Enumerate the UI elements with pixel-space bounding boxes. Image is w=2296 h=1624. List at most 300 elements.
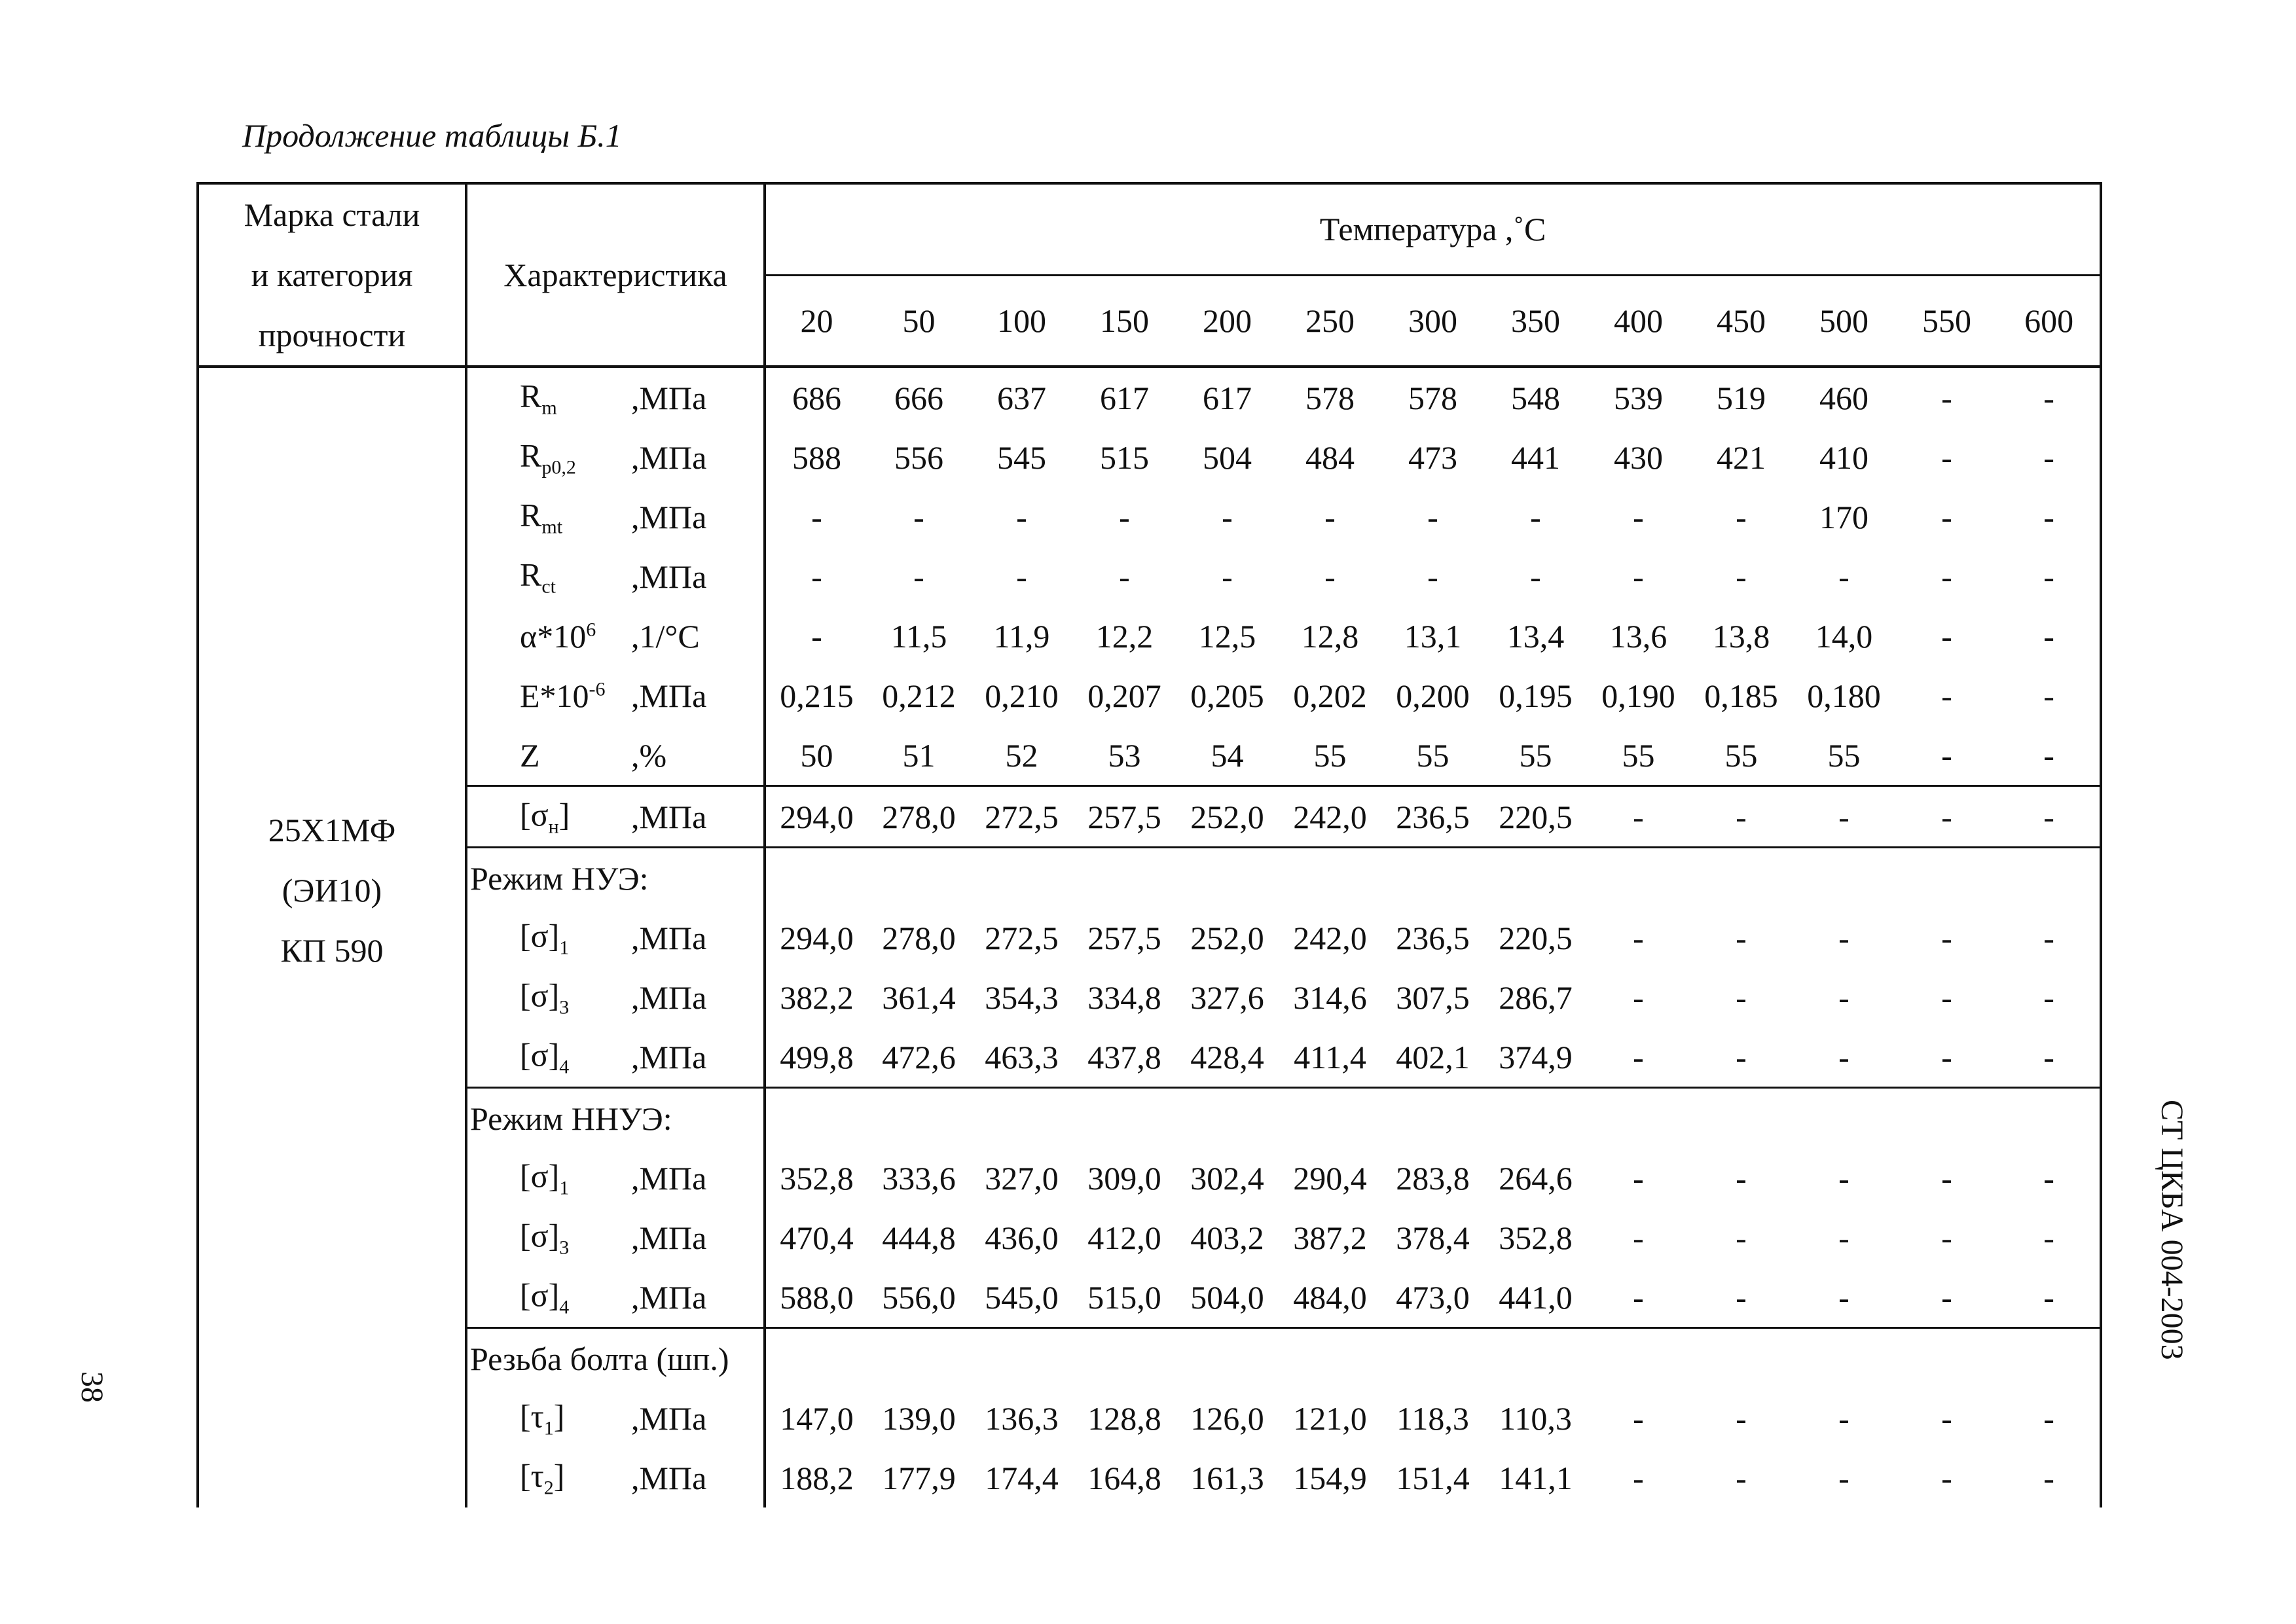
value-cell: -: [1530, 498, 1541, 535]
value-cell: 0,205: [1190, 677, 1264, 714]
value-cell: -: [1633, 919, 1644, 956]
value-cell: 686: [792, 379, 841, 416]
temperature-header-cell: 100: [970, 275, 1073, 367]
value-cell: 154,9: [1293, 1459, 1367, 1496]
value-cell: 0,200: [1396, 677, 1470, 714]
value-cell: -: [1998, 1448, 2101, 1507]
characteristic-unit: ,МПа: [631, 798, 707, 835]
table-row: [198, 1448, 2101, 1507]
value-cell: 352,8: [1499, 1219, 1573, 1256]
value-cell: 290,4: [1293, 1159, 1367, 1197]
header-characteristic: Характеристика: [466, 183, 765, 367]
value-cell: -: [1998, 1027, 2101, 1088]
value-cell: 55: [1793, 725, 1895, 786]
characteristic-cell: [466, 908, 765, 967]
value-cell: -: [1690, 786, 1793, 848]
value-cell: 52: [970, 725, 1073, 786]
value-cell: 428,4: [1176, 1027, 1279, 1088]
value-cell: 147,0: [780, 1399, 854, 1437]
table-row: [198, 908, 2101, 967]
value-cell: 0,195: [1499, 677, 1573, 714]
value-cell: 252,0: [1176, 786, 1279, 848]
value-cell: -: [1324, 558, 1336, 595]
steel-grade-line: (ЭИ10): [282, 872, 382, 909]
symbol-text: E*10: [520, 677, 589, 714]
value-cell: -: [1895, 1267, 1998, 1328]
symbol-subscript: 4: [559, 1056, 570, 1077]
value-cell: -: [1895, 1027, 1998, 1088]
symbol-subscript: н: [548, 816, 559, 837]
mode-title: Режим НУЭ:: [466, 848, 765, 909]
table-row: [198, 666, 2101, 725]
value-cell: -: [1736, 919, 1747, 956]
value-cell: -: [1998, 666, 2101, 725]
value-cell: 136,3: [985, 1399, 1059, 1437]
value-cell: 242,0: [1279, 786, 1381, 848]
symbol-subscript: 4: [559, 1296, 570, 1318]
characteristic-cell: [466, 786, 765, 848]
value-cell: -: [1998, 725, 2101, 786]
steel-grade-cell: [198, 367, 466, 1507]
symbol-text: [σ]: [520, 1036, 560, 1073]
symbol-text: [σ]: [520, 1276, 560, 1313]
value-cell: -: [1941, 1399, 1952, 1437]
characteristic-unit: ,МПа: [631, 558, 707, 595]
value-cell: -: [1633, 558, 1644, 595]
value-cell: -: [1838, 558, 1850, 595]
temperature-header-cell: 200: [1176, 275, 1279, 367]
value-cell: 327,0: [985, 1159, 1059, 1197]
value-cell: -: [1838, 1459, 1850, 1496]
symbol-subscript: mt: [541, 516, 563, 537]
value-cell: -: [1736, 558, 1747, 595]
value-cell: 53: [1073, 725, 1176, 786]
value-cell: 220,5: [1484, 786, 1587, 848]
value-cell: -: [1941, 677, 1952, 714]
value-cell: 382,2: [780, 979, 854, 1016]
value-cell: 0,207: [1087, 677, 1161, 714]
value-cell: 352,8: [780, 1159, 854, 1197]
temperature-header-cell: 450: [1690, 275, 1793, 367]
temperature-header-cell: 400: [1587, 275, 1690, 367]
value-cell: 54: [1176, 725, 1279, 786]
value-cell: 499,8: [765, 1027, 867, 1088]
characteristic-unit: ,МПа: [631, 1459, 707, 1496]
value-cell: 556: [894, 439, 943, 476]
temperature-header-cell: 300: [1381, 275, 1484, 367]
value-cell: 504: [1203, 439, 1252, 476]
characteristic-cell: [466, 547, 765, 606]
value-cell: 13,1: [1404, 617, 1462, 655]
characteristic-cell: [466, 1148, 765, 1208]
value-cell: -: [1998, 1208, 2101, 1267]
characteristic-cell: [466, 1027, 765, 1088]
temperature-header-cell: 150: [1073, 275, 1176, 367]
value-cell: -: [1736, 1159, 1747, 1197]
value-cell: 11,5: [890, 617, 947, 655]
value-cell: 617: [1203, 379, 1252, 416]
value-cell: -: [1941, 379, 1952, 416]
symbol-text: α*10: [520, 617, 587, 655]
value-cell: -: [1838, 919, 1850, 956]
value-cell: 121,0: [1293, 1399, 1367, 1437]
value-cell: 12,8: [1301, 617, 1359, 655]
characteristic-cell: [466, 427, 765, 487]
characteristic-cell: [466, 1388, 765, 1448]
value-cell: 666: [894, 379, 943, 416]
characteristic-unit: ,МПа: [631, 1038, 707, 1075]
value-cell: 264,6: [1499, 1159, 1573, 1197]
characteristic-unit: ,МПа: [631, 379, 707, 416]
table-row: [198, 725, 2101, 786]
symbol-text: [σ]: [520, 1217, 560, 1254]
symbol-subscript: 1: [543, 1417, 554, 1439]
symbol-text: [σ: [520, 796, 549, 833]
value-cell: 430: [1614, 439, 1663, 476]
characteristic-symbol: [520, 795, 570, 838]
value-cell: 437,8: [1073, 1027, 1176, 1088]
characteristic-symbol: [520, 736, 540, 774]
characteristic-symbol: [520, 1036, 569, 1078]
characteristic-unit: ,МПа: [631, 677, 707, 714]
value-cell: 188,2: [780, 1459, 854, 1496]
value-cell: 128,8: [1087, 1399, 1161, 1437]
value-cell: 12,2: [1095, 617, 1154, 655]
value-cell: 55: [1381, 725, 1484, 786]
value-cell: -: [1736, 1459, 1747, 1496]
value-cell: -: [1587, 1027, 1690, 1088]
value-cell: -: [811, 617, 822, 655]
value-cell: -: [1838, 1219, 1850, 1256]
value-cell: 472,6: [867, 1027, 970, 1088]
characteristic-unit: ,МПа: [631, 1219, 707, 1256]
table-row: [198, 547, 2101, 606]
mode-header-row: [198, 848, 2101, 909]
value-cell: -: [1838, 1399, 1850, 1437]
temperature-header-cell: 550: [1895, 275, 1998, 367]
value-cell: 387,2: [1293, 1219, 1367, 1256]
header-grade-line: и категория: [251, 257, 413, 293]
value-cell: 55: [1279, 725, 1381, 786]
page-number: 38: [75, 1371, 109, 1403]
value-cell: -: [1998, 786, 2101, 848]
characteristic-unit: ,МПа: [631, 1159, 707, 1197]
value-cell: -: [1587, 786, 1690, 848]
table-caption: Продолжение таблицы Б.1: [242, 117, 622, 154]
steel-grade-line: 25Х1МФ: [268, 812, 396, 848]
value-cell: -: [1427, 498, 1438, 535]
value-cell: -: [1838, 979, 1850, 1016]
value-cell: -: [1736, 1219, 1747, 1256]
value-cell: -: [1633, 1459, 1644, 1496]
value-cell: 378,4: [1396, 1219, 1470, 1256]
symbol-bracket: ]: [553, 1398, 565, 1434]
value-cell: -: [1998, 367, 2101, 427]
value-cell: -: [1324, 498, 1336, 535]
value-cell: 334,8: [1087, 979, 1161, 1016]
characteristic-cell: [466, 1448, 765, 1507]
symbol-subscript: 1: [559, 937, 570, 958]
characteristic-cell: [466, 666, 765, 725]
value-cell: 421: [1717, 439, 1766, 476]
characteristic-unit: ,1/°C: [631, 617, 700, 655]
value-cell: 151,4: [1396, 1459, 1470, 1496]
characteristic-symbol: [520, 617, 596, 655]
header-grade-line: Марка стали: [244, 196, 420, 233]
value-cell: 460: [1819, 379, 1868, 416]
characteristic-unit: ,МПа: [631, 979, 707, 1016]
characteristic-cell: [466, 1208, 765, 1267]
value-cell: -: [1633, 498, 1644, 535]
value-cell: -: [811, 558, 822, 595]
value-cell: 436,0: [985, 1219, 1059, 1256]
characteristic-unit: ,МПа: [631, 1278, 707, 1316]
value-cell: -: [1941, 1459, 1952, 1496]
value-cell: 0,215: [780, 677, 854, 714]
value-cell: 539: [1614, 379, 1663, 416]
table-row: [198, 1388, 2101, 1448]
characteristic-unit: ,%: [631, 736, 667, 774]
value-cell: 55: [1484, 725, 1587, 786]
symbol-subscript: 1: [559, 1177, 570, 1199]
symbol-text: [σ]: [520, 917, 560, 954]
value-cell: 236,5: [1381, 786, 1484, 848]
value-cell: 0,210: [985, 677, 1059, 714]
characteristic-unit: ,МПа: [631, 919, 707, 956]
value-cell: 12,5: [1198, 617, 1256, 655]
symbol-subscript: ct: [541, 575, 556, 597]
properties-table: [196, 182, 2102, 1507]
temperature-header-cell: 20: [765, 275, 867, 367]
value-cell: 50: [765, 725, 867, 786]
value-cell: 588,0: [765, 1267, 867, 1328]
symbol-text: R: [520, 556, 542, 592]
value-cell: -: [1119, 558, 1130, 595]
value-cell: 220,5: [1499, 919, 1573, 956]
value-cell: -: [1736, 979, 1747, 1016]
value-cell: 314,6: [1293, 979, 1367, 1016]
characteristic-symbol: [520, 1397, 564, 1439]
characteristic-symbol: [520, 1216, 569, 1259]
value-cell: -: [1793, 1267, 1895, 1328]
symbol-subscript: 3: [559, 1236, 570, 1258]
value-cell: 14,0: [1815, 617, 1873, 655]
value-cell: 617: [1100, 379, 1149, 416]
value-cell: -: [1941, 1219, 1952, 1256]
symbol-bracket: ]: [553, 1457, 565, 1494]
value-cell: 519: [1717, 379, 1766, 416]
value-cell: 307,5: [1396, 979, 1470, 1016]
value-cell: 578: [1408, 379, 1457, 416]
characteristic-cell: [466, 1267, 765, 1328]
value-cell: -: [1941, 979, 1952, 1016]
symbol-subscript: m: [541, 397, 557, 418]
symbol-text: [τ: [520, 1457, 544, 1494]
value-cell: -: [1941, 558, 1952, 595]
value-cell: -: [1895, 786, 1998, 848]
value-cell: -: [1998, 967, 2101, 1027]
value-cell: -: [1941, 617, 1952, 655]
value-cell: -: [1998, 606, 2101, 666]
value-cell: -: [1427, 558, 1438, 595]
header-grade-line: прочности: [258, 317, 406, 353]
value-cell: 578: [1305, 379, 1355, 416]
value-cell: -: [1119, 498, 1130, 535]
characteristic-symbol: [520, 976, 569, 1019]
value-cell: -: [1633, 1219, 1644, 1256]
value-cell: 444,8: [882, 1219, 956, 1256]
characteristic-cell: [466, 606, 765, 666]
characteristic-symbol: [520, 677, 606, 715]
value-cell: 257,5: [1073, 786, 1176, 848]
value-cell: 302,4: [1190, 1159, 1264, 1197]
value-cell: -: [1222, 498, 1233, 535]
characteristic-symbol: [520, 436, 576, 478]
symbol-text: [τ: [520, 1398, 544, 1434]
value-cell: 236,5: [1396, 919, 1470, 956]
mode-title: Резьба болта (шп.): [466, 1328, 765, 1389]
value-cell: 170: [1819, 498, 1868, 535]
value-cell: 327,6: [1190, 979, 1264, 1016]
mode-empty: [765, 848, 2101, 909]
symbol-text: Z: [520, 736, 540, 774]
value-cell: -: [1690, 1267, 1793, 1328]
mode-empty: [765, 1088, 2101, 1149]
value-cell: 257,5: [1087, 919, 1161, 956]
value-cell: 174,4: [985, 1459, 1059, 1496]
characteristic-cell: [466, 487, 765, 547]
value-cell: -: [1633, 1159, 1644, 1197]
value-cell: 361,4: [882, 979, 956, 1016]
value-cell: 242,0: [1293, 919, 1367, 956]
value-cell: 588: [792, 439, 841, 476]
value-cell: 272,5: [970, 786, 1073, 848]
value-cell: 470,4: [780, 1219, 854, 1256]
value-cell: 545: [997, 439, 1046, 476]
value-cell: -: [1793, 1027, 1895, 1088]
table-body: [198, 367, 2101, 1507]
mode-empty: [765, 1328, 2101, 1389]
value-cell: -: [1941, 919, 1952, 956]
value-cell: 272,5: [985, 919, 1059, 956]
value-cell: -: [1633, 979, 1644, 1016]
value-cell: 504,0: [1176, 1267, 1279, 1328]
value-cell: 441: [1511, 439, 1560, 476]
symbol-subscript: p0,2: [541, 456, 576, 478]
table-row: [198, 427, 2101, 487]
characteristic-symbol: [520, 1276, 569, 1318]
value-cell: 141,1: [1499, 1459, 1573, 1496]
table-row: [198, 786, 2101, 848]
document-code: СТ ЦКБА 004-2003: [2155, 1100, 2189, 1360]
characteristic-unit: ,МПа: [631, 1399, 707, 1437]
value-cell: -: [1998, 487, 2101, 547]
temperature-header-cell: 250: [1279, 275, 1381, 367]
value-cell: 110,3: [1499, 1399, 1572, 1437]
value-cell: 164,8: [1087, 1459, 1161, 1496]
value-cell: 403,2: [1190, 1219, 1264, 1256]
table-row: [198, 487, 2101, 547]
value-cell: -: [1530, 558, 1541, 595]
value-cell: 410: [1819, 439, 1868, 476]
header-temperature: Температура ,˚С: [765, 183, 2101, 275]
table-row: [198, 606, 2101, 666]
temperature-header-cell: 350: [1484, 275, 1587, 367]
value-cell: -: [1941, 439, 1952, 476]
value-cell: -: [1941, 498, 1952, 535]
symbol-text: [σ]: [520, 1157, 560, 1194]
value-cell: 55: [1690, 725, 1793, 786]
value-cell: -: [913, 498, 924, 535]
value-cell: 278,0: [882, 919, 956, 956]
value-cell: 126,0: [1190, 1399, 1264, 1437]
value-cell: 545,0: [970, 1267, 1073, 1328]
symbol-text: R: [520, 496, 542, 533]
value-cell: -: [1998, 1388, 2101, 1448]
symbol-subscript: 3: [559, 996, 570, 1018]
value-cell: 11,9: [993, 617, 1050, 655]
mode-header-row: [198, 1088, 2101, 1149]
value-cell: -: [1838, 1159, 1850, 1197]
value-cell: 161,3: [1190, 1459, 1264, 1496]
symbol-subscript: 2: [543, 1477, 554, 1498]
symbol-text: [σ]: [520, 977, 560, 1013]
mode-title: Режим ННУЭ:: [466, 1088, 765, 1149]
value-cell: 118,3: [1396, 1399, 1469, 1437]
characteristic-symbol: [520, 916, 569, 959]
symbol-text: R: [520, 377, 542, 414]
value-cell: 139,0: [882, 1399, 956, 1437]
table-row: [198, 367, 2101, 427]
value-cell: 0,202: [1293, 677, 1367, 714]
value-cell: -: [1998, 1148, 2101, 1208]
table-row: [198, 1148, 2101, 1208]
value-cell: 354,3: [985, 979, 1059, 1016]
value-cell: 0,212: [882, 677, 956, 714]
value-cell: 286,7: [1499, 979, 1573, 1016]
value-cell: -: [1016, 558, 1027, 595]
value-cell: -: [1998, 1267, 2101, 1328]
value-cell: -: [811, 498, 822, 535]
value-cell: 484: [1305, 439, 1355, 476]
symbol-bracket: ]: [558, 796, 570, 833]
temperature-header-cell: 50: [867, 275, 970, 367]
value-cell: 374,9: [1484, 1027, 1587, 1088]
value-cell: 0,185: [1704, 677, 1778, 714]
mode-header-row: [198, 1328, 2101, 1389]
symbol-text: R: [520, 437, 542, 473]
value-cell: 411,4: [1279, 1027, 1381, 1088]
value-cell: 402,1: [1381, 1027, 1484, 1088]
value-cell: 294,0: [780, 919, 854, 956]
value-cell: -: [1998, 427, 2101, 487]
table-row: [198, 1208, 2101, 1267]
value-cell: 51: [867, 725, 970, 786]
value-cell: 412,0: [1087, 1219, 1161, 1256]
value-cell: 294,0: [765, 786, 867, 848]
value-cell: 13,6: [1609, 617, 1667, 655]
characteristic-cell: [466, 367, 765, 427]
value-cell: -: [1736, 1399, 1747, 1437]
characteristic-cell: [466, 725, 765, 786]
value-cell: 441,0: [1484, 1267, 1587, 1328]
value-cell: 556,0: [867, 1267, 970, 1328]
characteristic-symbol: [520, 555, 556, 598]
table-row: [198, 1267, 2101, 1328]
characteristic-symbol: [520, 1157, 569, 1199]
symbol-superscript: 6: [586, 618, 596, 640]
value-cell: -: [1793, 786, 1895, 848]
